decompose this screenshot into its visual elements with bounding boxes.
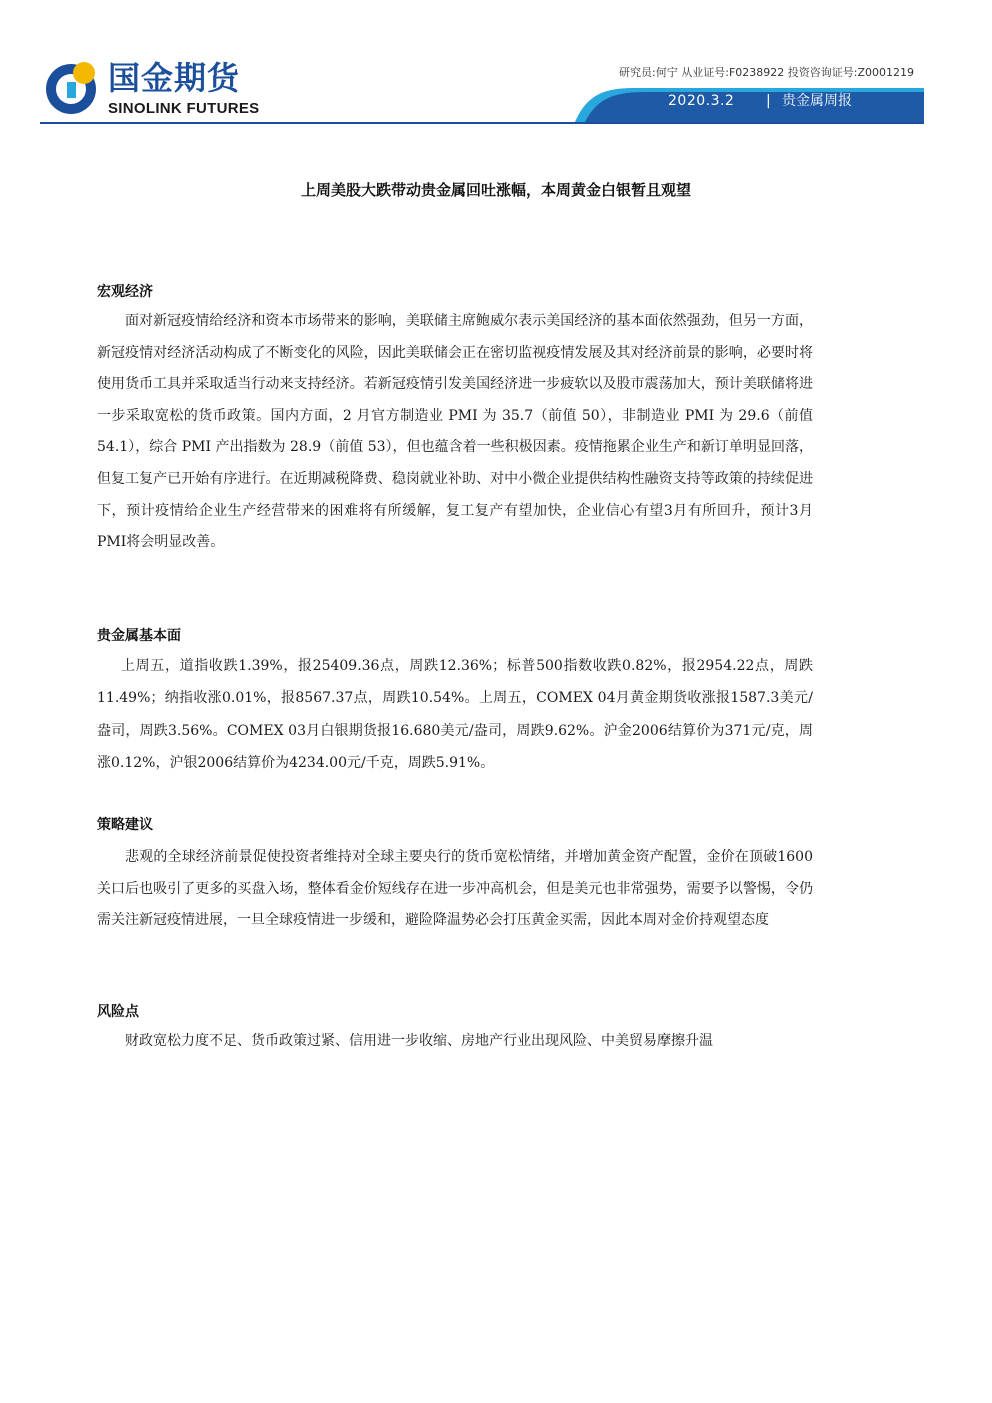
section-body-fundamentals: 上周五，道指收跌1.39%，报25409.36点，周跌12.36%；标普500指数收跌0.82%，报2954.22点，周跌11.49%；纳指收涨0.01%，报8567.37点，周跌10.54%。上周五，COMEX 04月黄金期货收涨报1587.3美元/盎司，周跌3.56%。COMEX 03月白银期货报16.680美元/盎司，周跌9.62%。沪金2006结算价为371元/克，周涨0.12%，沪银2006结算价为4234.00元/千克，周跌5.91%。 <box>97 658 813 772</box>
section-body-risk: 财政宽松力度不足、货币政策过紧、信用进一步收缩、房地产行业出现风险、中美贸易摩擦升温 <box>125 1033 713 1049</box>
section-heading-strategy: 策略建议 <box>97 817 153 833</box>
sinolink-logo-icon <box>42 58 100 116</box>
section-heading-macro: 宏观经济 <box>97 284 153 300</box>
header-banner <box>575 84 924 122</box>
page-header <box>0 0 992 130</box>
report-type: 贵金属周报 <box>782 93 852 109</box>
banner-separator: | <box>766 93 771 109</box>
logo-chinese-name: 国金期货 <box>108 59 241 97</box>
section-body-strategy: 悲观的全球经济前景促使投资者维持对全球主要央行的货币宽松情绪，并增加黄金资产配置，金价在顶破1600关口后也吸引了更多的买盘入场，整体看金价短线存在进一步冲高机会，但是美元也非常强势，需要予以警惕，令仍需关注新冠疫情进展，一旦全球疫情进一步缓和，避险降温势必会打压黄金买需，因此本周对金价持观望态度 <box>97 849 813 929</box>
logo-english-name: SINOLINK FUTURES <box>108 100 260 117</box>
report-title: 上周美股大跌带动贵金属回吐涨幅，本周黄金白银暂且观望 <box>300 181 691 199</box>
section-body-macro: 面对新冠疫情给经济和资本市场带来的影响，美联储主席鲍威尔表示美国经济的基本面依然强劲，但另一方面，新冠疫情对经济活动构成了不断变化的风险，因此美联储会正在密切监视疫情发展及其对经济前景的影响，必要时将使用货币工具并采取适当行动来支持经济。若新冠疫情引发美国经济进一步疲软以及股市震荡加大，预计美联储将进一步采取宽松的货币政策。国内方面，2 月官方制造业 PMI 为 35.7（前值 50），非制造业 PMI 为 29.6（前值54.1），综合 PMI 产出指数为 28.9（前值 53），但也蕴含着一些积极因素。疫情拖累企业生产和新订单明显回落，但复工复产已开始有序进行。在近期减税降费、稳岗就业补助、对中小微企业提供结构性融资支持等政策的持续促进下，预计疫情给企业生产经营带来的困难将有所缓解，复工复产有望加快，企业信心有望3月有所回升，预计3月PMI将会明显改善。 <box>97 313 813 551</box>
analyst-info: 研究员:何宁 从业证号:F0238922 投资咨询证号:Z0001219 <box>619 66 914 79</box>
report-date: 2020.3.2 <box>668 93 735 109</box>
section-heading-risk: 风险点 <box>97 1004 139 1020</box>
section-heading-fundamentals: 贵金属基本面 <box>97 628 181 644</box>
header-divider <box>40 122 924 124</box>
